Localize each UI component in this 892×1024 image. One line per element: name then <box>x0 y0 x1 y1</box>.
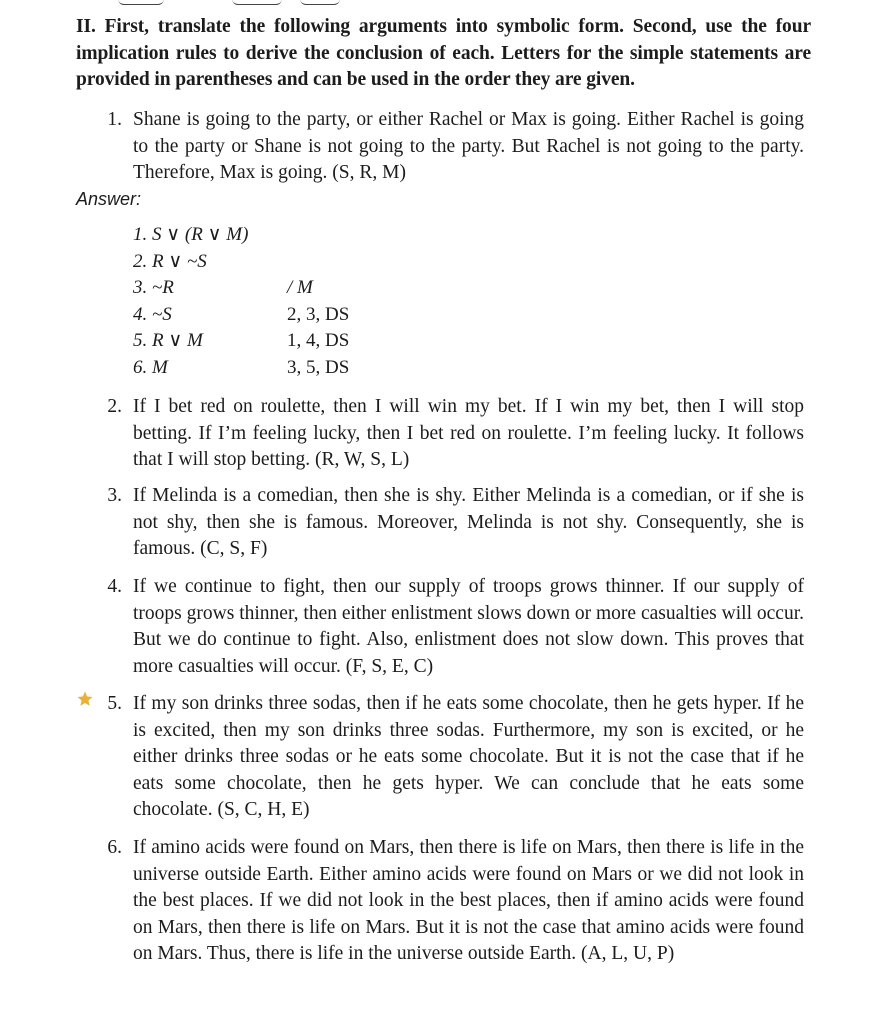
proof-line: 2. R ∨ ~S <box>133 250 207 272</box>
exercise-number: 1. <box>107 109 122 130</box>
proof-row <box>133 249 433 276</box>
exercise-number: 4. <box>107 576 122 597</box>
exercise-text: If I bet red on roulette, then I will win my bet. If I win my bet, then I will stop betting. If I’m feeling lucky, then I bet red on roulette. I’m feeling lucky. It follows that I will stop betting. (R, W, S, L) <box>133 396 804 470</box>
exercise-text: Shane is going to the party, or either Rachel or Max is going. Either Rachel is going to the party or Shane is not going to the party. But Rachel is not going to the party. Therefore, Max is going. (S, R, M) <box>133 109 804 183</box>
proof-line: 5. R ∨ M <box>133 330 203 352</box>
proof-justification: 2, 3, DS <box>287 303 350 325</box>
exercise-number: 6. <box>107 837 122 858</box>
exercise-text: If Melinda is a comedian, then she is shy. Either Melinda is a comedian, or if she is not shy, then she is famous. Moreover, Melinda is not shy. Consequently, she is famous. (C, S, F) <box>133 485 804 559</box>
proof-justification: 3, 5, DS <box>287 356 350 378</box>
exercise-number: 5. <box>107 693 122 714</box>
cropped-previous-line <box>0 0 892 6</box>
proof-row <box>133 328 433 355</box>
proof-line: 1. S ∨ (R ∨ M) <box>133 224 249 245</box>
proof-row <box>133 355 433 382</box>
proof-row <box>133 302 433 329</box>
proof-row <box>133 222 433 249</box>
exercise-number: 2. <box>107 396 122 417</box>
proof-line: 4. ~S <box>133 303 172 325</box>
exercise-number: 3. <box>107 485 122 506</box>
proof-line: 3. ~R <box>133 277 174 299</box>
proof-line: 6. M <box>133 356 168 378</box>
exercise-text: If amino acids were found on Mars, then there is life on Mars, then there is life in the universe outside Earth. Either amino acids were found on Mars or we did not look in the best places. If we did not look in the best places, then if amino acids were found on Mars, then there is life on Mars. But it is not the case that amino acids were found on Mars. Thus, there is life in the universe outside Earth. (A, L, U, P) <box>133 837 804 964</box>
proof-row <box>133 275 433 302</box>
exercise-text: If we continue to fight, then our supply of troops grows thinner. If our supply of troops grows thinner, then either enlistment slows down or more casualties will occur. But we do continue to fight. Also, enlistment does not slow down. This proves that more casualties will occur. (F, S, E, C) <box>133 576 804 677</box>
proof-justification: 1, 4, DS <box>287 330 350 352</box>
proof-justification: / M <box>287 277 313 299</box>
exercise-text: If my son drinks three sodas, then if he eats some chocolate, then he gets hyper. If he is excited, then my son drinks three sodas. Furthermore, my son is excited, or he either drinks three sodas or he eats some chocolate. But it is not the case that if he eats some chocolate, then he gets hyper. We can conclude that he eats some chocolate. (S, C, H, E) <box>133 693 804 820</box>
section-heading: II. First, translate the following arguments into symbolic form. Second, use the four implication rules to derive the conclusion of each. Letters for the simple statements are provided in parentheses and can be used in the order they are given. <box>76 16 811 90</box>
answer-label: Answer: <box>76 189 142 209</box>
proof-block <box>133 222 433 382</box>
